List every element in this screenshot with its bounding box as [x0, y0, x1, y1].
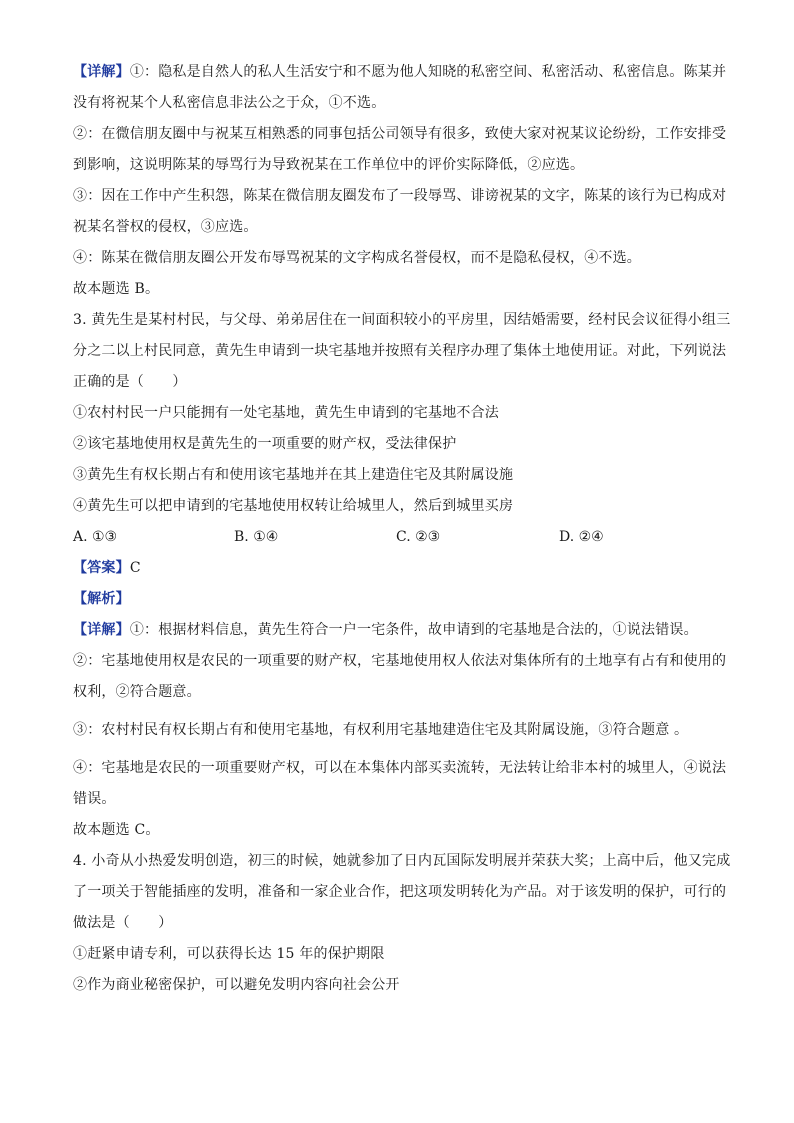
- q3-analysis: [73, 589, 130, 609]
- q3-option-c: C. ②③: [396, 529, 441, 545]
- explain-tag: 【详解】: [73, 622, 130, 638]
- q3-option-a: A. ①③: [73, 529, 118, 545]
- q2-explain-line-4: 到影响，这说明陈某的辱骂行为导致祝某在工作单位中的评价实际降低，②应选。: [73, 157, 585, 173]
- q3-statement-3: ③黄先生有权长期占有和使用该宅基地并在其上建造住宅及其附属设施: [73, 467, 514, 483]
- q2-explain-line-6: 祝某名誉权的侵权，③应选。: [73, 219, 258, 235]
- q3-explain-line-4: ③：农村村民有权长期占有和使用宅基地，有权利用宅基地建造住宅及其附属设施，③符合题意 。: [73, 722, 689, 738]
- q3-explain-line-1: 【详解】①：根据材料信息，黄先生符合一户一宅条件，故申请到的宅基地是合法的，①说法错误。: [73, 622, 698, 638]
- q3-statement-1: ①农村村民一户只能拥有一处宅基地，黄先生申请到的宅基地不合法: [73, 405, 499, 421]
- answer-tag: 【答案】: [73, 560, 130, 576]
- q3-option-d: D. ②④: [559, 529, 604, 545]
- q4-stem-line-3: 做法是（ ）: [73, 915, 173, 931]
- q3-statement-2: ②该宅基地使用权是黄先生的一项重要的财产权，受法律保护: [73, 436, 457, 452]
- q3-explain-line-5: ④：宅基地是农民的一项重要财产权，可以在本集体内部买卖流转，无法转让给非本村的城里人，④说法: [73, 760, 727, 776]
- q4-stem-line-2: 了一项关于智能插座的发明，准备和一家企业合作，把这项发明转化为产品。对于该发明的保护，可行的: [73, 884, 727, 900]
- q2-explain-line-1: 【详解】①：隐私是自然人的私人生活安宁和不愿为他人知晓的私密空间、私密活动、私密信息。陈某并: [73, 64, 727, 80]
- q3-option-b: B. ①④: [234, 529, 279, 545]
- q2-conclusion: 故本题选 B。: [73, 281, 160, 297]
- q4-statement-1: ①赶紧申请专利，可以获得长达 15 年的保护期限: [73, 946, 385, 962]
- q3-conclusion: 故本题选 C。: [73, 822, 160, 838]
- q3-stem-line-3: 正确的是（ ）: [73, 374, 187, 390]
- q3-statement-4: ④黄先生可以把申请到的宅基地使用权转让给城里人，然后到城里买房: [73, 498, 514, 514]
- q4-statement-2: ②作为商业秘密保护，可以避免发明内容向社会公开: [73, 977, 400, 993]
- q2-explain-line-5: ③：因在工作中产生积怨，陈某在微信朋友圈发布了一段辱骂、诽谤祝某的文字，陈某的该行为已构成对: [73, 188, 727, 204]
- q2-explain-line-3: ②：在微信朋友圈中与祝某互相熟悉的同事包括公司领导有很多，致使大家对祝某议论纷纷，工作安排受: [73, 126, 727, 142]
- analysis-tag: 【解析】: [73, 591, 130, 607]
- q3-stem-line-1: 3. 黄先生是某村村民，与父母、弟弟居住在一间面积较小的平房里，因结婚需要，经村民会议征得小组三: [73, 312, 731, 328]
- answer-value: C: [129, 560, 141, 576]
- q3-answer: [73, 558, 141, 578]
- q2-explain-line-7: ④：陈某在微信朋友圈公开发布辱骂祝某的文字构成名誉侵权，而不是隐私侵权，④不选。: [73, 250, 641, 266]
- q3-explain-line-2: ②：宅基地使用权是农民的一项重要的财产权，宅基地使用权人依法对集体所有的土地享有占有和使用的: [73, 653, 727, 669]
- q3-stem-line-2: 分之二以上村民同意，黄先生申请到一块宅基地并按照有关程序办理了集体土地使用证。对此，下列说法: [73, 343, 727, 359]
- explain-tag: 【详解】: [73, 64, 130, 80]
- q3-explain-line-6: 错误。: [73, 791, 116, 807]
- q2-explain-line-2: 没有将祝某个人私密信息非法公之于众，①不选。: [73, 95, 386, 111]
- q4-stem-line-1: 4. 小奇从小热爱发明创造，初三的时候，她就参加了日内瓦国际发明展并荣获大奖；上高中后，他又完成: [73, 853, 731, 869]
- q3-explain-line-3: 权利，②符合题意。: [73, 684, 201, 700]
